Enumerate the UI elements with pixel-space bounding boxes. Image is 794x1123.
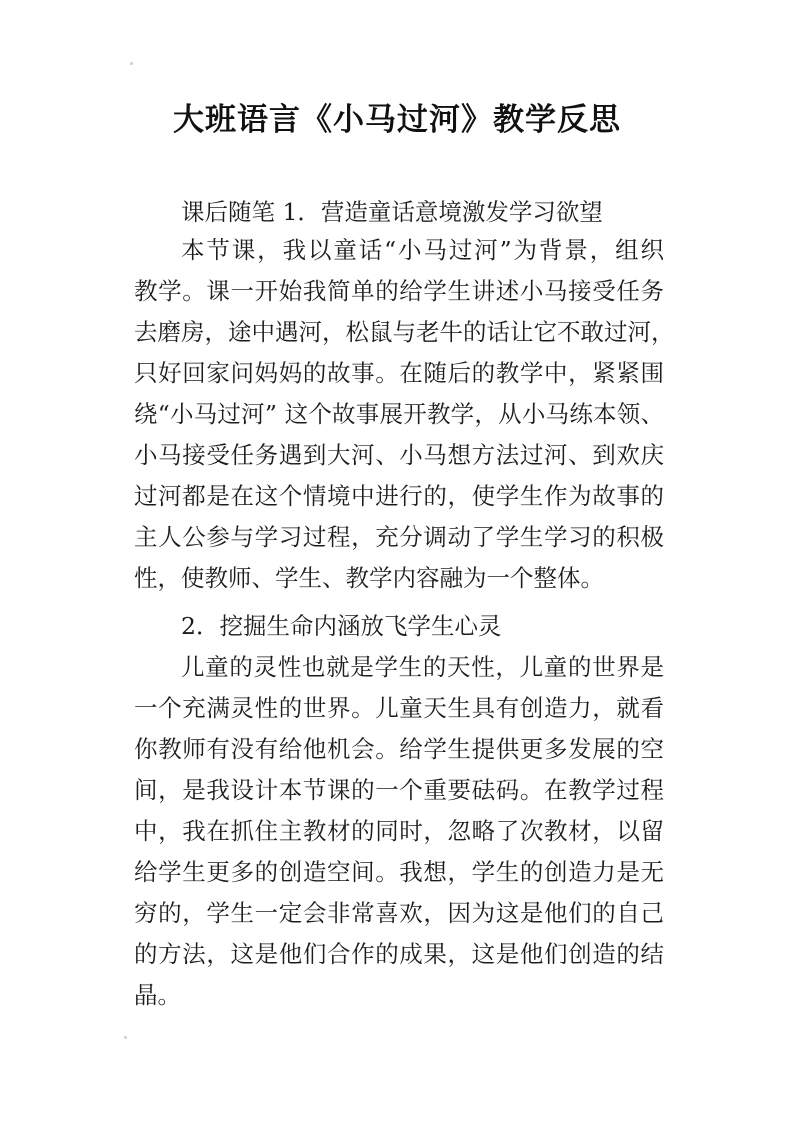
section-heading-2: 2．挖掘生命内涵放飞学生心灵: [181, 612, 502, 640]
paragraph-2-line: 穷的，学生一定会非常喜欢，因为这是他们的自己: [134, 899, 664, 927]
section-heading-1: 课后随笔 1．营造童话意境激发学习欲望: [181, 198, 603, 226]
paragraph-1-line: 去磨房，途中遇河，松鼠与老牛的话让它不敢过河，: [134, 318, 675, 346]
document-title: 大班语言《小马过河》教学反思: [173, 102, 621, 138]
scan-speck: [124, 1036, 127, 1039]
paragraph-2-line: 你教师有没有给他机会。给学生提供更多发展的空: [134, 735, 664, 763]
paragraph-1-line: 性，使教师、学生、教学内容融为一个整体。: [134, 564, 604, 592]
paragraph-2-line: 中，我在抓住主教材的同时，忽略了次教材，以留: [134, 817, 664, 845]
paragraph-1-line: 教学。课一开始我简单的给学生讲述小马接受任务: [134, 277, 664, 305]
scan-speck: [130, 62, 133, 65]
paragraph-2-line: 给学生更多的创造空间。我想，学生的创造力是无: [134, 858, 664, 886]
paragraph-2-line: 间，是我设计本节课的一个重要砝码。在教学过程: [134, 776, 664, 804]
paragraph-2-line: 儿童的灵性也就是学生的天性，儿童的世界是: [181, 653, 664, 681]
paragraph-1-line: 本节课，我以童话“小马过河”为背景，组织: [181, 236, 664, 264]
paragraph-1-line: 只好回家问妈妈的故事。在随后的教学中，紧紧围: [134, 359, 664, 387]
paragraph-1-line: 过河都是在这个情境中进行的，使学生作为故事的: [134, 482, 664, 510]
paragraph-1-line: 小马接受任务遇到大河、小马想方法过河、到欢庆: [134, 441, 664, 469]
paragraph-1-line: 主人公参与学习过程，充分调动了学生学习的积极: [134, 523, 664, 551]
paragraph-1-line: 绕“小马过河” 这个故事展开教学，从小马练本领、: [134, 400, 664, 428]
paragraph-2-line: 一个充满灵性的世界。儿童天生具有创造力，就看: [134, 694, 664, 722]
paragraph-2-line: 晶。: [134, 981, 181, 1009]
paragraph-2-line: 的方法，这是他们合作的成果，这是他们创造的结: [134, 940, 664, 968]
